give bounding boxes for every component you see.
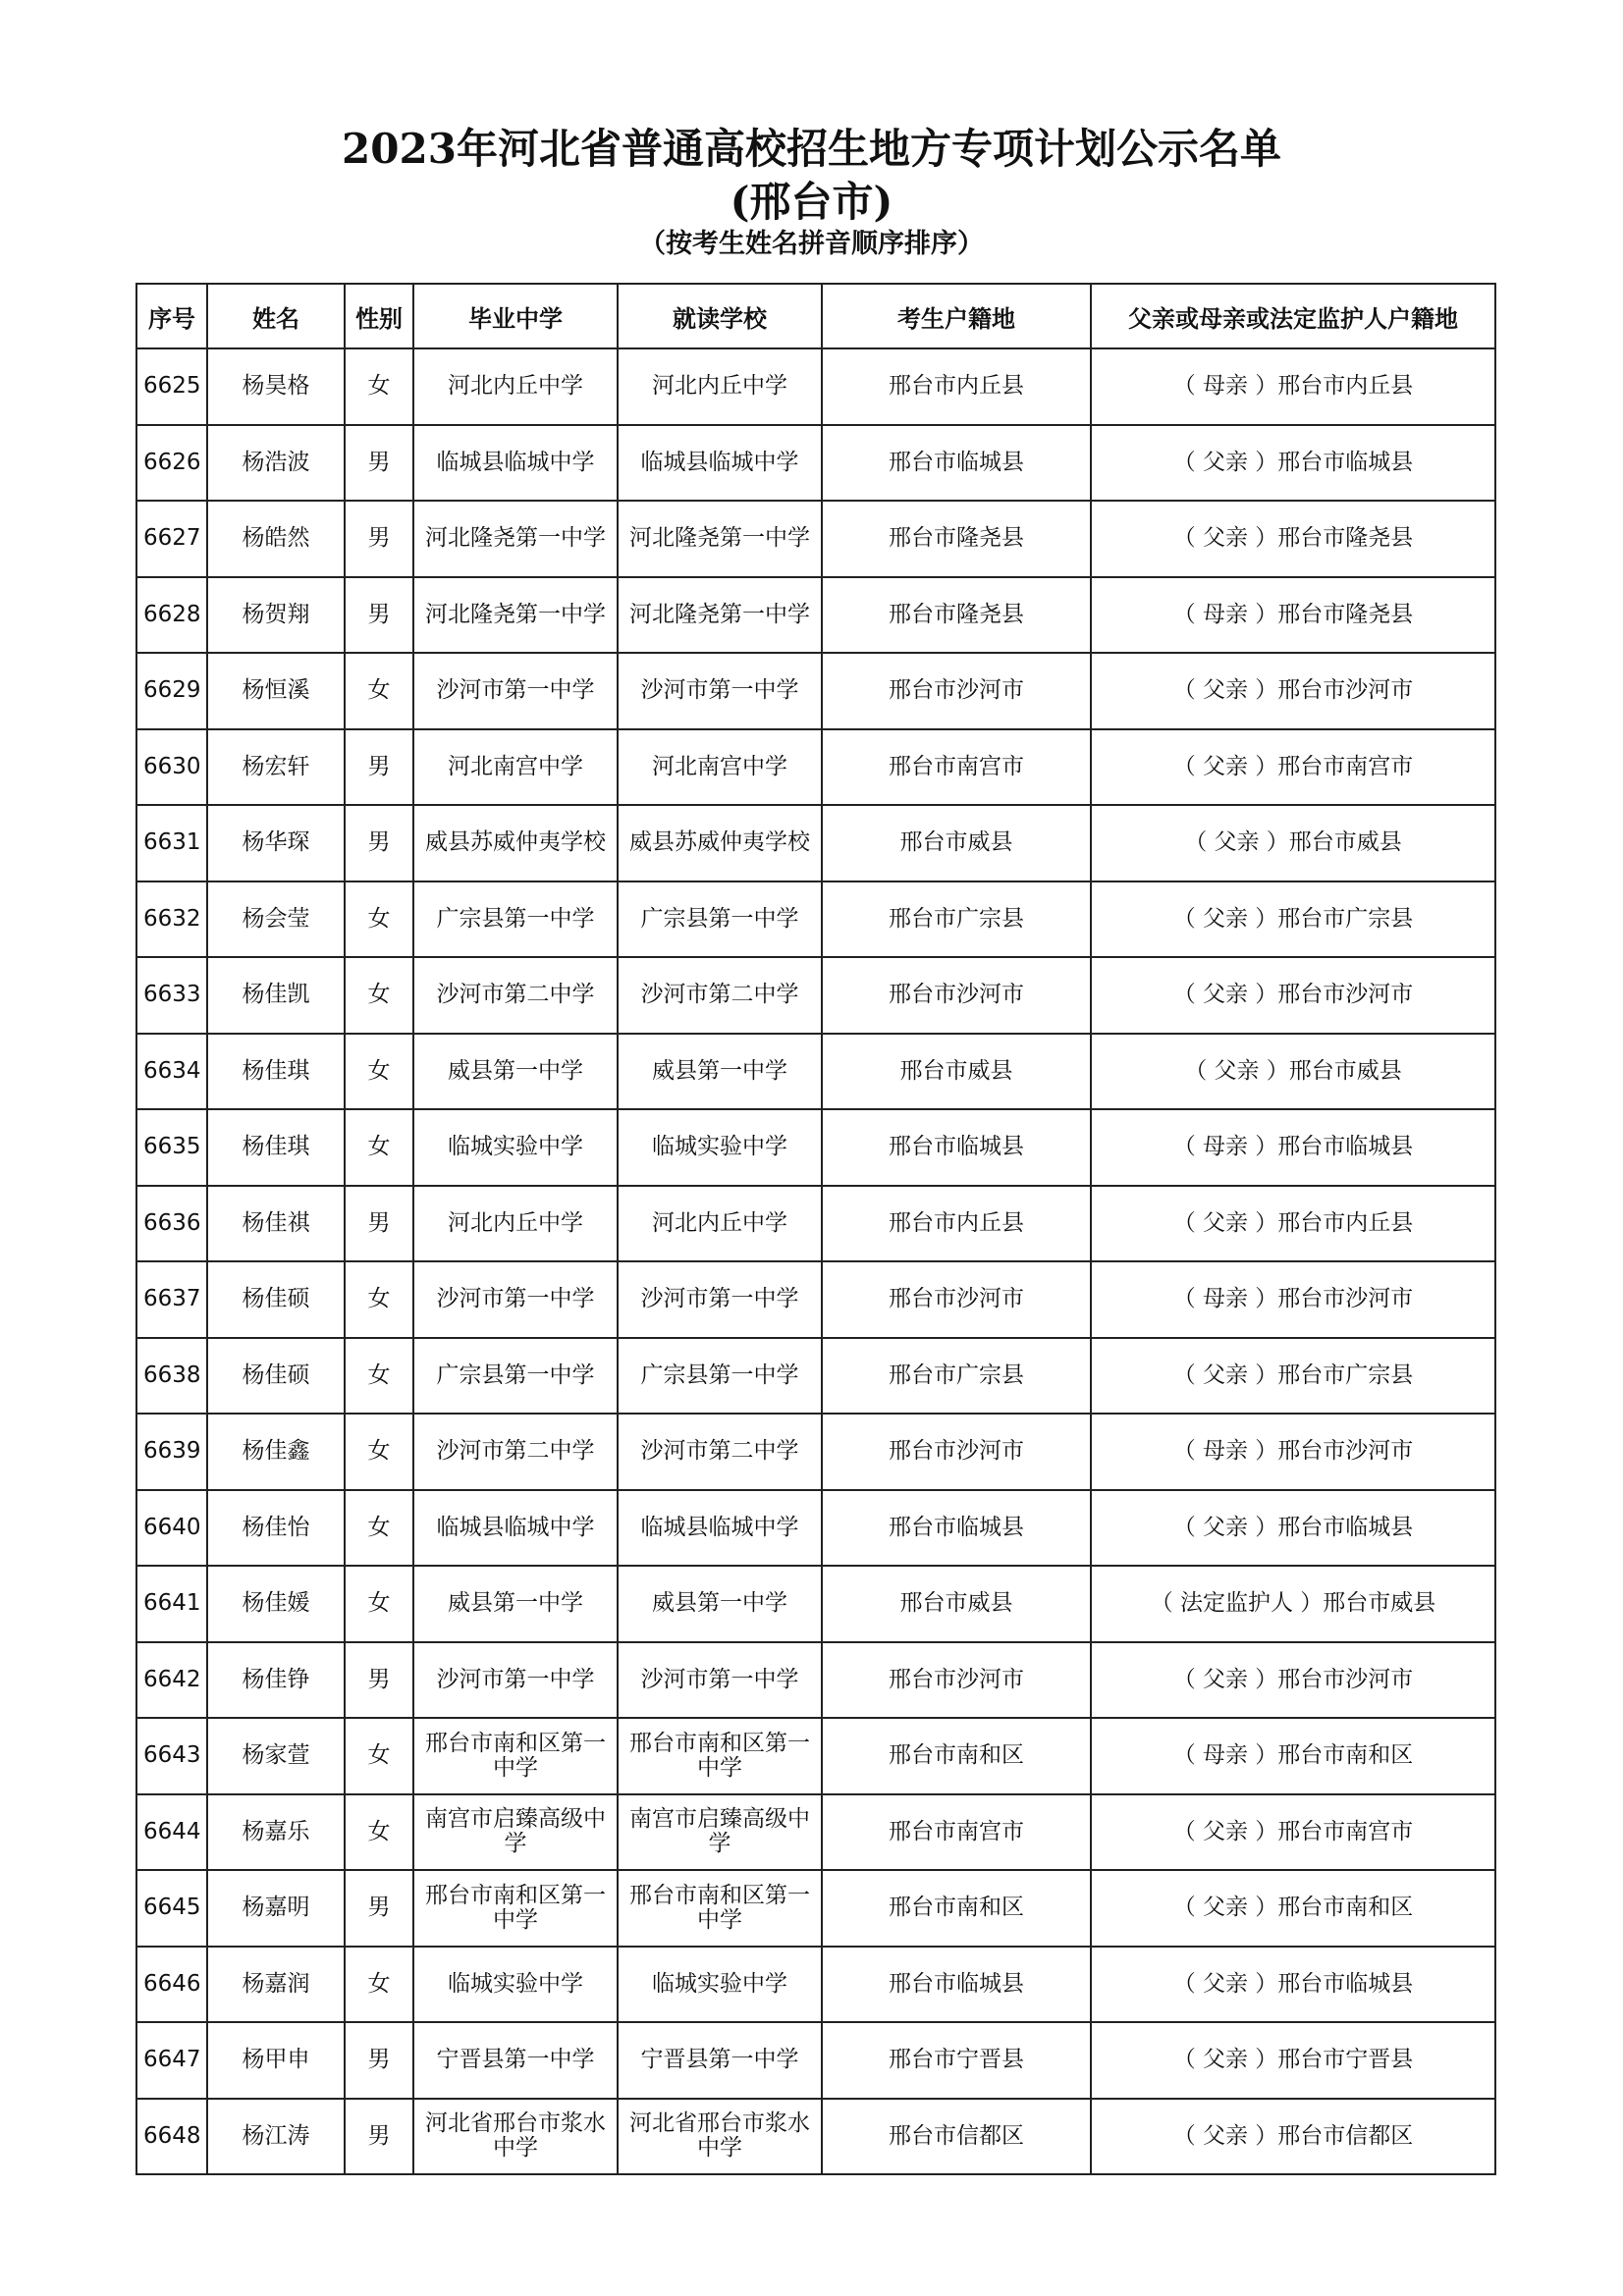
cell-graduated-school: 临城实验中学	[413, 1109, 618, 1186]
cell-name: 杨佳琪	[207, 1034, 345, 1110]
table-row	[136, 653, 1495, 729]
cell-guardian-registration: （ 父亲 ）邢台市南宫市	[1091, 1794, 1495, 1871]
cell-name: 杨甲申	[207, 2022, 345, 2099]
cell-index: 6629	[136, 653, 207, 729]
cell-index: 6648	[136, 2099, 207, 2175]
cell-guardian-registration: （ 父亲 ）邢台市临城县	[1091, 425, 1495, 502]
cell-household-registration: 邢台市沙河市	[822, 957, 1091, 1034]
cell-name: 杨嘉润	[207, 1947, 345, 2023]
table-row	[136, 1794, 1495, 1871]
header-current-school: 就读学校	[618, 284, 822, 348]
cell-current-school: 河北南宫中学	[618, 729, 822, 806]
cell-gender: 男	[345, 577, 413, 654]
cell-gender: 男	[345, 729, 413, 806]
cell-guardian-registration: （ 父亲 ）邢台市宁晋县	[1091, 2022, 1495, 2099]
cell-name: 杨家萱	[207, 1718, 345, 1794]
table-row	[136, 2099, 1495, 2175]
cell-guardian-registration: （ 母亲 ）邢台市隆尧县	[1091, 577, 1495, 654]
cell-graduated-school: 临城实验中学	[413, 1947, 618, 2023]
header-graduated-school: 毕业中学	[413, 284, 618, 348]
table-row	[136, 1109, 1495, 1186]
table-row	[136, 1870, 1495, 1947]
cell-name: 杨江涛	[207, 2099, 345, 2175]
cell-index: 6639	[136, 1414, 207, 1490]
cell-graduated-school: 邢台市南和区第一中学	[413, 1870, 618, 1947]
cell-graduated-school: 沙河市第一中学	[413, 653, 618, 729]
cell-current-school: 威县第一中学	[618, 1034, 822, 1110]
table-row	[136, 425, 1495, 502]
cell-name: 杨华琛	[207, 805, 345, 881]
table-row	[136, 1566, 1495, 1642]
cell-name: 杨宏轩	[207, 729, 345, 806]
cell-name: 杨恒溪	[207, 653, 345, 729]
cell-guardian-registration: （ 法定监护人 ）邢台市威县	[1091, 1566, 1495, 1642]
cell-household-registration: 邢台市沙河市	[822, 1642, 1091, 1719]
cell-household-registration: 邢台市沙河市	[822, 1414, 1091, 1490]
cell-gender: 男	[345, 1186, 413, 1262]
cell-guardian-registration: （ 父亲 ）邢台市沙河市	[1091, 653, 1495, 729]
cell-current-school: 广宗县第一中学	[618, 1338, 822, 1415]
cell-household-registration: 邢台市南宫市	[822, 1794, 1091, 1871]
table-row	[136, 1490, 1495, 1567]
table-row	[136, 577, 1495, 654]
cell-name: 杨会莹	[207, 881, 345, 958]
cell-index: 6647	[136, 2022, 207, 2099]
cell-name: 杨佳硕	[207, 1338, 345, 1415]
cell-current-school: 沙河市第一中学	[618, 1642, 822, 1719]
cell-household-registration: 邢台市威县	[822, 1034, 1091, 1110]
cell-guardian-registration: （ 父亲 ）邢台市广宗县	[1091, 1338, 1495, 1415]
cell-gender: 男	[345, 1642, 413, 1719]
cell-household-registration: 邢台市南和区	[822, 1870, 1091, 1947]
cell-current-school: 南宫市启臻高级中学	[618, 1794, 822, 1871]
cell-graduated-school: 沙河市第二中学	[413, 957, 618, 1034]
cell-name: 杨佳铮	[207, 1642, 345, 1719]
cell-graduated-school: 沙河市第一中学	[413, 1642, 618, 1719]
cell-gender: 男	[345, 805, 413, 881]
cell-gender: 女	[345, 1490, 413, 1567]
cell-index: 6636	[136, 1186, 207, 1262]
cell-household-registration: 邢台市广宗县	[822, 1338, 1091, 1415]
cell-household-registration: 邢台市沙河市	[822, 653, 1091, 729]
header-household-registration: 考生户籍地	[822, 284, 1091, 348]
header-index: 序号	[136, 284, 207, 348]
cell-guardian-registration: （ 父亲 ）邢台市南宫市	[1091, 729, 1495, 806]
cell-graduated-school: 河北内丘中学	[413, 1186, 618, 1262]
cell-guardian-registration: （ 父亲 ）邢台市隆尧县	[1091, 501, 1495, 577]
cell-current-school: 河北内丘中学	[618, 348, 822, 425]
cell-name: 杨嘉乐	[207, 1794, 345, 1871]
cell-household-registration: 邢台市隆尧县	[822, 577, 1091, 654]
cell-guardian-registration: （ 父亲 ）邢台市临城县	[1091, 1490, 1495, 1567]
cell-household-registration: 邢台市内丘县	[822, 348, 1091, 425]
cell-guardian-registration: （ 父亲 ）邢台市信都区	[1091, 2099, 1495, 2175]
cell-index: 6628	[136, 577, 207, 654]
cell-guardian-registration: （ 母亲 ）邢台市沙河市	[1091, 1261, 1495, 1338]
table-row	[136, 348, 1495, 425]
cell-graduated-school: 临城县临城中学	[413, 1490, 618, 1567]
cell-household-registration: 邢台市沙河市	[822, 1261, 1091, 1338]
table-row	[136, 1186, 1495, 1262]
page-title: 2023年河北省普通高校招生地方专项计划公示名单	[342, 125, 1281, 173]
cell-guardian-registration: （ 母亲 ）邢台市内丘县	[1091, 348, 1495, 425]
cell-guardian-registration: （ 父亲 ）邢台市临城县	[1091, 1947, 1495, 2023]
cell-current-school: 邢台市南和区第一中学	[618, 1718, 822, 1794]
cell-gender: 女	[345, 348, 413, 425]
table-row	[136, 729, 1495, 806]
cell-household-registration: 邢台市内丘县	[822, 1186, 1091, 1262]
cell-graduated-school: 邢台市南和区第一中学	[413, 1718, 618, 1794]
cell-current-school: 威县苏威仲夷学校	[618, 805, 822, 881]
cell-index: 6635	[136, 1109, 207, 1186]
cell-household-registration: 邢台市广宗县	[822, 881, 1091, 958]
cell-guardian-registration: （ 父亲 ）邢台市威县	[1091, 805, 1495, 881]
header-guardian-registration: 父亲或母亲或法定监护人户籍地	[1091, 284, 1495, 348]
cell-graduated-school: 南宫市启臻高级中学	[413, 1794, 618, 1871]
cell-gender: 女	[345, 1034, 413, 1110]
cell-index: 6630	[136, 729, 207, 806]
cell-gender: 女	[345, 957, 413, 1034]
table-row	[136, 2022, 1495, 2099]
cell-current-school: 河北隆尧第一中学	[618, 577, 822, 654]
sort-note: （按考生姓名拼音顺序排序）	[639, 229, 984, 259]
cell-index: 6634	[136, 1034, 207, 1110]
cell-guardian-registration: （ 父亲 ）邢台市内丘县	[1091, 1186, 1495, 1262]
cell-gender: 男	[345, 2099, 413, 2175]
cell-graduated-school: 威县苏威仲夷学校	[413, 805, 618, 881]
cell-name: 杨昊格	[207, 348, 345, 425]
region-subtitle: (邢台市)	[730, 178, 893, 226]
cell-guardian-registration: （ 母亲 ）邢台市临城县	[1091, 1109, 1495, 1186]
table-row	[136, 1718, 1495, 1794]
cell-name: 杨佳怡	[207, 1490, 345, 1567]
cell-current-school: 临城县临城中学	[618, 1490, 822, 1567]
cell-graduated-school: 宁晋县第一中学	[413, 2022, 618, 2099]
cell-name: 杨嘉明	[207, 1870, 345, 1947]
cell-guardian-registration: （ 母亲 ）邢台市南和区	[1091, 1718, 1495, 1794]
cell-gender: 男	[345, 425, 413, 502]
cell-name: 杨佳凯	[207, 957, 345, 1034]
cell-current-school: 沙河市第二中学	[618, 1414, 822, 1490]
table-row	[136, 1034, 1495, 1110]
cell-current-school: 临城县临城中学	[618, 425, 822, 502]
cell-graduated-school: 广宗县第一中学	[413, 881, 618, 958]
cell-gender: 女	[345, 1261, 413, 1338]
table-body	[136, 348, 1495, 2174]
cell-name: 杨佳琪	[207, 1109, 345, 1186]
cell-gender: 男	[345, 1870, 413, 1947]
cell-graduated-school: 威县第一中学	[413, 1034, 618, 1110]
cell-current-school: 沙河市第一中学	[618, 1261, 822, 1338]
header-name: 姓名	[207, 284, 345, 348]
cell-current-school: 宁晋县第一中学	[618, 2022, 822, 2099]
cell-graduated-school: 临城县临城中学	[413, 425, 618, 502]
cell-gender: 女	[345, 1109, 413, 1186]
cell-name: 杨佳祺	[207, 1186, 345, 1262]
cell-household-registration: 邢台市南宫市	[822, 729, 1091, 806]
cell-guardian-registration: （ 父亲 ）邢台市南和区	[1091, 1870, 1495, 1947]
cell-household-registration: 邢台市临城县	[822, 1490, 1091, 1567]
table-row	[136, 1414, 1495, 1490]
cell-guardian-registration: （ 父亲 ）邢台市沙河市	[1091, 1642, 1495, 1719]
cell-guardian-registration: （ 母亲 ）邢台市沙河市	[1091, 1414, 1495, 1490]
cell-guardian-registration: （ 父亲 ）邢台市威县	[1091, 1034, 1495, 1110]
cell-household-registration: 邢台市临城县	[822, 425, 1091, 502]
cell-index: 6632	[136, 881, 207, 958]
cell-index: 6626	[136, 425, 207, 502]
cell-name: 杨贺翔	[207, 577, 345, 654]
cell-graduated-school: 河北隆尧第一中学	[413, 501, 618, 577]
cell-index: 6625	[136, 348, 207, 425]
cell-graduated-school: 河北内丘中学	[413, 348, 618, 425]
table-row	[136, 1261, 1495, 1338]
cell-guardian-registration: （ 父亲 ）邢台市沙河市	[1091, 957, 1495, 1034]
cell-gender: 女	[345, 1718, 413, 1794]
cell-current-school: 广宗县第一中学	[618, 881, 822, 958]
cell-index: 6645	[136, 1870, 207, 1947]
cell-household-registration: 邢台市临城县	[822, 1947, 1091, 2023]
cell-index: 6643	[136, 1718, 207, 1794]
cell-household-registration: 邢台市信都区	[822, 2099, 1091, 2175]
cell-gender: 女	[345, 1947, 413, 2023]
table-row	[136, 1947, 1495, 2023]
cell-current-school: 邢台市南和区第一中学	[618, 1870, 822, 1947]
cell-graduated-school: 河北南宫中学	[413, 729, 618, 806]
cell-graduated-school: 沙河市第一中学	[413, 1261, 618, 1338]
table-row	[136, 957, 1495, 1034]
cell-current-school: 河北内丘中学	[618, 1186, 822, 1262]
cell-current-school: 河北省邢台市浆水中学	[618, 2099, 822, 2175]
cell-index: 6637	[136, 1261, 207, 1338]
cell-household-registration: 邢台市临城县	[822, 1109, 1091, 1186]
table-row	[136, 501, 1495, 577]
cell-graduated-school: 河北省邢台市浆水中学	[413, 2099, 618, 2175]
cell-household-registration: 邢台市宁晋县	[822, 2022, 1091, 2099]
cell-name: 杨佳媛	[207, 1566, 345, 1642]
cell-gender: 女	[345, 1794, 413, 1871]
header-gender: 性别	[345, 284, 413, 348]
cell-name: 杨浩波	[207, 425, 345, 502]
cell-current-school: 沙河市第二中学	[618, 957, 822, 1034]
cell-current-school: 河北隆尧第一中学	[618, 501, 822, 577]
cell-index: 6642	[136, 1642, 207, 1719]
cell-index: 6640	[136, 1490, 207, 1567]
cell-index: 6638	[136, 1338, 207, 1415]
cell-index: 6627	[136, 501, 207, 577]
cell-index: 6631	[136, 805, 207, 881]
table-row	[136, 1338, 1495, 1415]
cell-name: 杨佳硕	[207, 1261, 345, 1338]
cell-gender: 女	[345, 1414, 413, 1490]
cell-graduated-school: 威县第一中学	[413, 1566, 618, 1642]
cell-gender: 男	[345, 501, 413, 577]
table-row	[136, 805, 1495, 881]
cell-graduated-school: 河北隆尧第一中学	[413, 577, 618, 654]
cell-gender: 女	[345, 1566, 413, 1642]
cell-index: 6633	[136, 957, 207, 1034]
table-row	[136, 881, 1495, 958]
cell-graduated-school: 沙河市第二中学	[413, 1414, 618, 1490]
table-header-row	[136, 284, 1495, 348]
cell-household-registration: 邢台市隆尧县	[822, 501, 1091, 577]
cell-current-school: 临城实验中学	[618, 1947, 822, 2023]
cell-index: 6641	[136, 1566, 207, 1642]
cell-current-school: 沙河市第一中学	[618, 653, 822, 729]
cell-name: 杨皓然	[207, 501, 345, 577]
cell-current-school: 临城实验中学	[618, 1109, 822, 1186]
cell-current-school: 威县第一中学	[618, 1566, 822, 1642]
cell-gender: 女	[345, 1338, 413, 1415]
table-row	[136, 1642, 1495, 1719]
cell-household-registration: 邢台市威县	[822, 805, 1091, 881]
cell-gender: 女	[345, 881, 413, 958]
cell-index: 6646	[136, 1947, 207, 2023]
cell-gender: 男	[345, 2022, 413, 2099]
candidate-table	[135, 283, 1496, 2175]
cell-guardian-registration: （ 父亲 ）邢台市广宗县	[1091, 881, 1495, 958]
cell-household-registration: 邢台市南和区	[822, 1718, 1091, 1794]
cell-name: 杨佳鑫	[207, 1414, 345, 1490]
cell-index: 6644	[136, 1794, 207, 1871]
cell-household-registration: 邢台市威县	[822, 1566, 1091, 1642]
cell-graduated-school: 广宗县第一中学	[413, 1338, 618, 1415]
cell-gender: 女	[345, 653, 413, 729]
